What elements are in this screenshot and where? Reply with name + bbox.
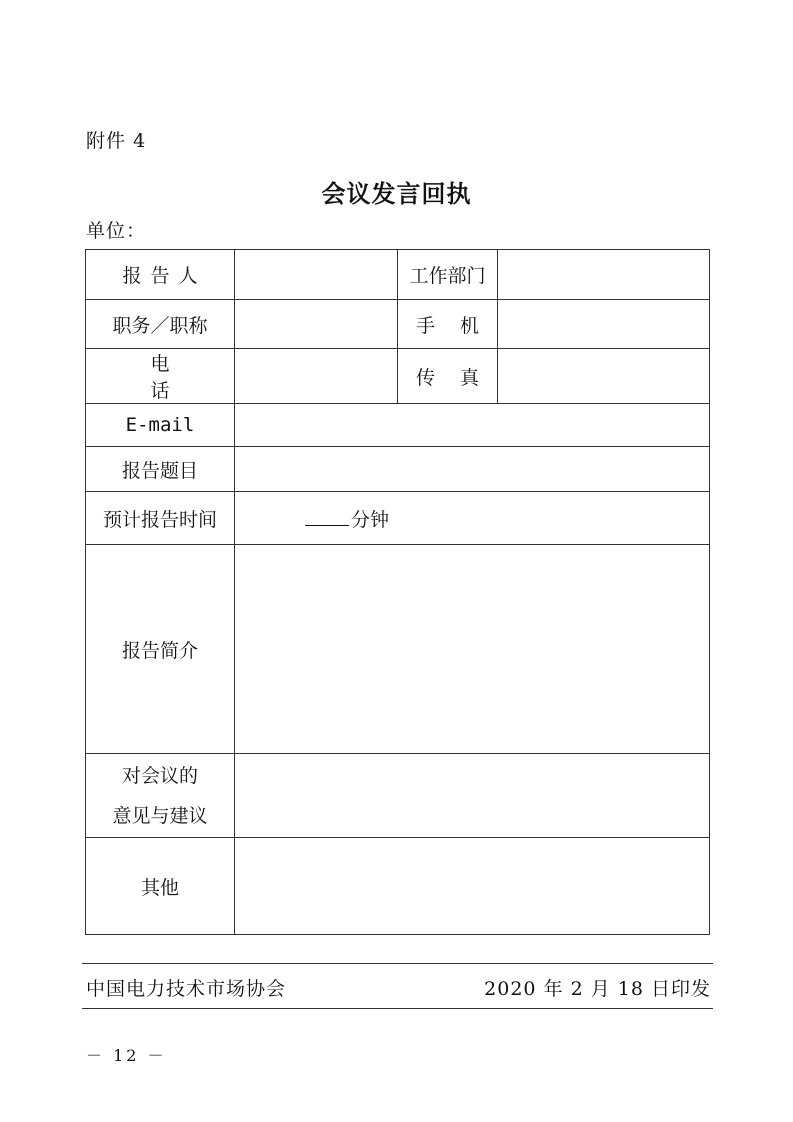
- page-number: － 12 －: [86, 1046, 167, 1065]
- mobile-label-b: 机: [459, 314, 479, 337]
- feedback-label-line2: 意见与建议: [112, 804, 208, 827]
- table-row: [86, 447, 710, 492]
- fax-label-b: 真: [459, 366, 479, 389]
- table-row: [86, 492, 710, 545]
- position-label: 职务／职称: [86, 300, 235, 349]
- mobile-label: [398, 300, 498, 349]
- unit-label: 单位：: [86, 220, 147, 242]
- table-row: [86, 250, 710, 300]
- fax-field[interactable]: [498, 349, 710, 404]
- table-row: [86, 349, 710, 404]
- reporter-field[interactable]: [235, 250, 398, 300]
- footer-top-rule: [82, 963, 713, 964]
- phone-field[interactable]: [235, 349, 398, 404]
- table-row: [86, 838, 710, 935]
- other-label: 其他: [86, 838, 235, 935]
- table-row: [86, 404, 710, 447]
- footer: [86, 974, 711, 1001]
- reporter-label: 报告人: [86, 250, 235, 300]
- email-field[interactable]: [235, 404, 710, 447]
- table-row: [86, 545, 710, 754]
- position-field[interactable]: [235, 300, 398, 349]
- feedback-field[interactable]: [235, 754, 710, 838]
- summary-label: 报告简介: [86, 545, 235, 754]
- feedback-label: [86, 754, 235, 838]
- issuer: 中国电力技术市场协会: [86, 978, 287, 1000]
- issue-date: 2020 年 2 月 18 日印发: [484, 978, 711, 1000]
- page-title: 会议发言回执: [321, 180, 472, 208]
- duration-field[interactable]: [235, 492, 710, 545]
- attachment-label: 附件 4: [86, 130, 147, 152]
- summary-field[interactable]: [235, 545, 710, 754]
- mobile-field[interactable]: [498, 300, 710, 349]
- duration-unit: 分钟: [351, 508, 390, 531]
- table-row: [86, 300, 710, 349]
- duration-label: 预计报告时间: [86, 492, 235, 545]
- feedback-label-line1: 对会议的: [121, 764, 198, 787]
- fax-label-a: 传: [416, 366, 436, 389]
- table-row: [86, 754, 710, 838]
- duration-blank[interactable]: [305, 511, 349, 526]
- fax-label: [398, 349, 498, 404]
- other-field[interactable]: [235, 838, 710, 935]
- department-field[interactable]: [498, 250, 710, 300]
- reply-form-table: [85, 249, 710, 935]
- topic-field[interactable]: [235, 447, 710, 492]
- footer-bottom-rule: [82, 1008, 713, 1009]
- mobile-label-a: 手: [416, 314, 436, 337]
- department-label: 工作部门: [398, 250, 498, 300]
- email-label: E-mail: [86, 404, 235, 447]
- topic-label: 报告题目: [86, 447, 235, 492]
- phone-label: 电话: [86, 349, 235, 404]
